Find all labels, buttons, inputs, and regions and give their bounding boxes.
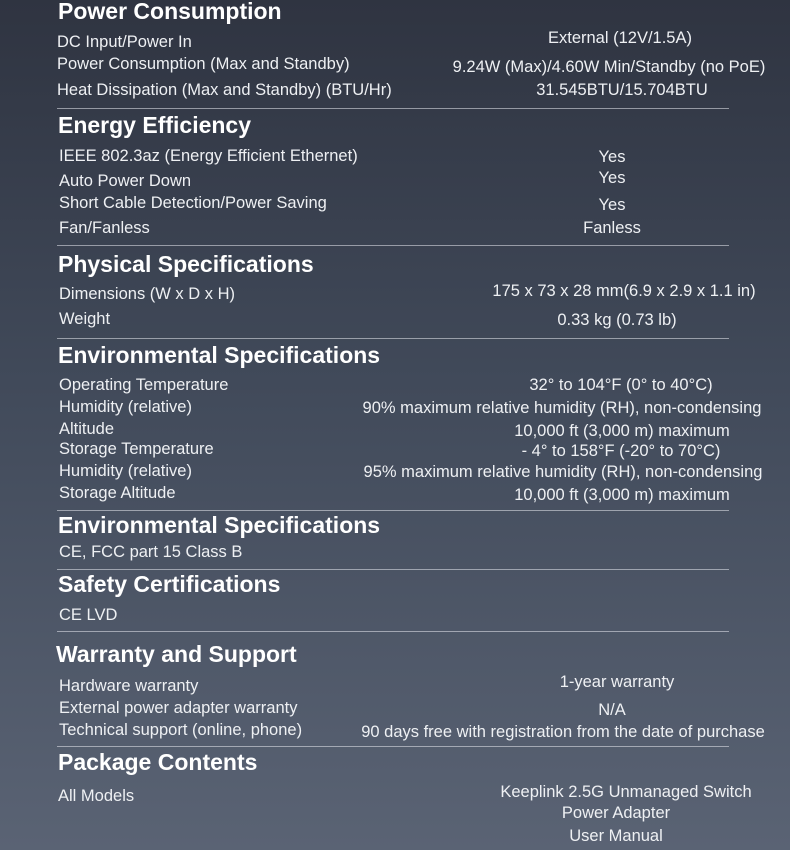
spec-label-humidity-storage: Humidity (relative) — [59, 462, 192, 480]
spec-value-weight: 0.33 kg (0.73 lb) — [557, 311, 677, 329]
spec-value-dimensions: 175 x 73 x 28 mm(6.9 x 2.9 x 1.1 in) — [492, 282, 756, 300]
section-divider — [57, 510, 729, 511]
spec-label-eee: IEEE 802.3az (Energy Efficient Ethernet) — [59, 147, 358, 165]
spec-value-operating-temp: 32° to 104°F (0° to 40°C) — [529, 376, 713, 394]
spec-label-storage-temp: Storage Temperature — [59, 440, 214, 458]
spec-value-humidity-storage: 95% maximum relative humidity (RH), non-condensing — [363, 463, 763, 481]
package-item-power-adapter: Power Adapter — [561, 804, 671, 822]
spec-value-fanless: Fanless — [583, 219, 641, 237]
spec-value-eee: Yes — [598, 148, 626, 166]
spec-value-heat-dissipation: 31.545BTU/15.704BTU — [536, 81, 708, 99]
section-title-warranty: Warranty and Support — [56, 641, 297, 667]
section-title-safety: Safety Certifications — [58, 571, 281, 597]
section-title-package: Package Contents — [58, 749, 258, 775]
spec-text-environmental-cert: CE, FCC part 15 Class B — [59, 543, 243, 561]
package-item-user-manual: User Manual — [569, 827, 663, 845]
spec-value-power-consumption: 9.24W (Max)/4.60W Min/Standby (no PoE) — [452, 58, 766, 76]
spec-label-storage-altitude: Storage Altitude — [59, 484, 176, 502]
spec-value-auto-power-down: Yes — [598, 169, 626, 187]
section-title-power-consumption: Power Consumption — [58, 0, 282, 24]
section-title-physical: Physical Specifications — [58, 251, 314, 277]
spec-label-operating-temp: Operating Temperature — [59, 376, 229, 394]
spec-label-technical-support: Technical support (online, phone) — [59, 721, 303, 739]
section-divider — [57, 569, 729, 570]
section-title-environmental: Environmental Specifications — [58, 342, 381, 368]
spec-label-hardware-warranty: Hardware warranty — [59, 677, 199, 695]
spec-value-short-cable: Yes — [598, 196, 626, 214]
spec-label-power-consumption: Power Consumption (Max and Standby) — [57, 55, 350, 73]
spec-value-dc-input: External (12V/1.5A) — [548, 29, 692, 47]
spec-label-all-models: All Models — [58, 787, 135, 805]
section-divider — [57, 746, 729, 747]
spec-label-altitude: Altitude — [59, 420, 115, 438]
spec-value-adapter-warranty: N/A — [598, 701, 626, 719]
spec-value-altitude: 10,000 ft (3,000 m) maximum — [514, 422, 730, 440]
spec-label-adapter-warranty: External power adapter warranty — [59, 699, 298, 717]
spec-value-storage-altitude: 10,000 ft (3,000 m) maximum — [514, 486, 730, 504]
spec-label-heat-dissipation: Heat Dissipation (Max and Standby) (BTU/Hr) — [57, 81, 392, 99]
section-divider — [57, 631, 729, 632]
spec-label-short-cable: Short Cable Detection/Power Saving — [59, 194, 327, 212]
package-item-switch: Keeplink 2.5G Unmanaged Switch — [500, 783, 752, 801]
spec-value-hardware-warranty: 1-year warranty — [559, 673, 675, 691]
spec-label-auto-power-down: Auto Power Down — [59, 172, 192, 190]
section-title-energy-efficiency: Energy Efficiency — [58, 112, 252, 138]
spec-label-weight: Weight — [59, 310, 111, 328]
spec-value-humidity-operating: 90% maximum relative humidity (RH), non-condensing — [362, 399, 762, 417]
section-title-environmental-cert: Environmental Specifications — [58, 512, 381, 538]
spec-label-dimensions: Dimensions (W x D x H) — [59, 285, 236, 303]
spec-label-fanless: Fan/Fanless — [59, 219, 150, 237]
spec-text-safety: CE LVD — [59, 606, 118, 624]
spec-value-storage-temp: - 4° to 158°F (-20° to 70°C) — [521, 442, 721, 460]
section-divider — [57, 245, 729, 246]
section-divider — [57, 338, 729, 339]
section-divider — [57, 108, 729, 109]
spec-label-humidity-operating: Humidity (relative) — [59, 398, 192, 416]
spec-value-technical-support: 90 days free with registration from the date of purchase — [361, 723, 765, 741]
spec-label-dc-input: DC Input/Power In — [57, 33, 192, 51]
